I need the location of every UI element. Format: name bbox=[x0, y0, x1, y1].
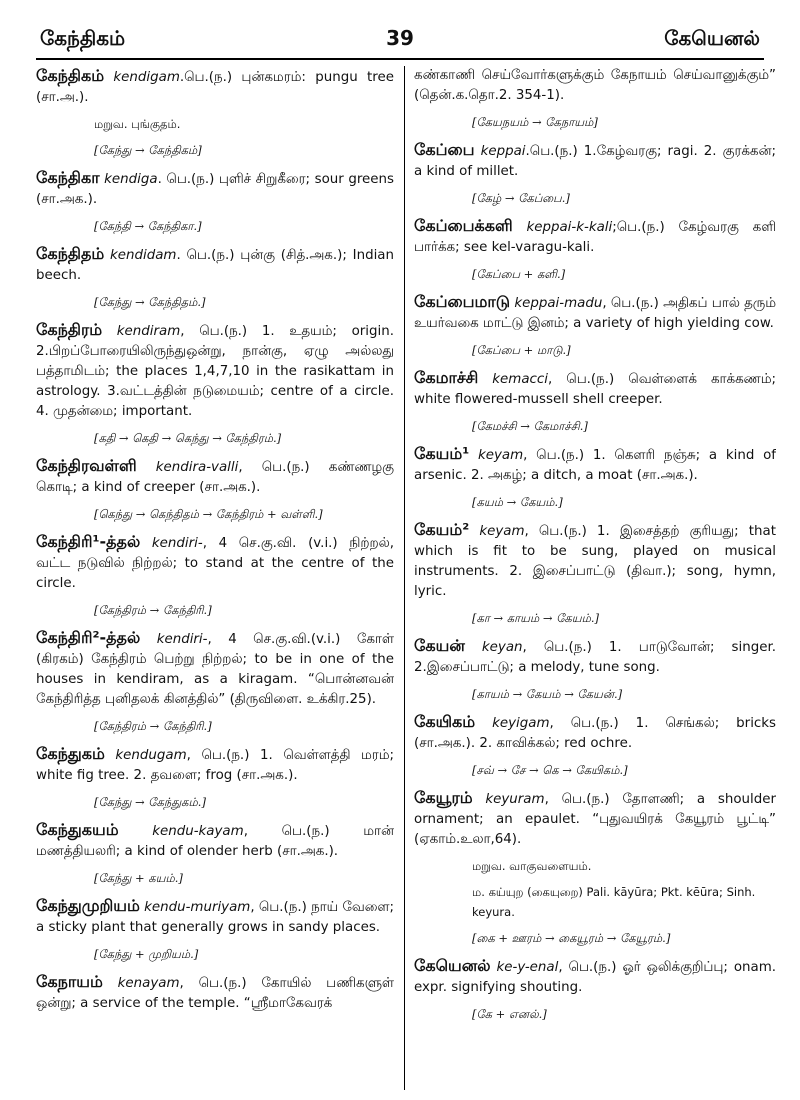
entry-transliteration: kendiri- bbox=[151, 536, 203, 551]
entry-transliteration: ke-y-enal bbox=[496, 960, 559, 975]
entry-headword: கேந்துமுறியம் bbox=[36, 896, 140, 915]
dictionary-entry bbox=[414, 292, 776, 360]
dictionary-entry bbox=[36, 244, 394, 312]
entry-headword: கேந்திகா bbox=[36, 168, 100, 187]
entry-etymology: [கேமச்சி → கேமாச்சி.] bbox=[472, 419, 588, 433]
entry-headword: கேயிகம் bbox=[414, 712, 476, 731]
page-header bbox=[40, 26, 760, 52]
entry-cognates: ம. கய்யுற (கையுறை) Pali. kāyūra; Pkt. kēūra; Sinh. keyura. bbox=[472, 885, 756, 919]
entry-transliteration: kenayam bbox=[117, 976, 180, 991]
entry-transliteration: kendidam bbox=[110, 248, 177, 263]
entry-definition: , பெ.(ந.) கோயில் பணிகளுள் ஒன்று; a service of the temple. “ஸ்ரீமாகேவரக் bbox=[36, 976, 394, 1011]
entry-headword: கேப்பைமாடு bbox=[414, 292, 511, 311]
entry-transliteration: kendu-kayam bbox=[152, 824, 244, 839]
entry-etymology: [கே + எனல்.] bbox=[472, 1007, 547, 1021]
dictionary-entry bbox=[36, 532, 394, 620]
entry-headword: கேந்திரி²-த்தல் bbox=[36, 628, 141, 647]
entry-headword: கேந்துகம் bbox=[36, 744, 105, 763]
header-rule bbox=[36, 58, 764, 60]
entry-continuation: கண்காணி செய்வோர்களுக்கும் கேநாயம் செய்வானுக்கும்” (தென்.க.தொ.2. 354-1). bbox=[414, 68, 776, 103]
entry-definition: .பெ.(ந.) 1.கேழ்வரகு; ragi. 2. குரக்கன்; a kind of millet. bbox=[414, 144, 776, 179]
entry-etymology: [கெந்து → கெந்திதம் → கேந்திரம் + வள்ளி.] bbox=[94, 507, 323, 521]
entry-transliteration: kendigam bbox=[113, 70, 180, 85]
entry-definition: , பெ.(ந.) 1. இசைத்தற் குரியது; that which is fit to be sung, played on musical instruments. 2. இசைப்பாட்டு (திவா.); song, hymn, lyric. bbox=[414, 524, 776, 599]
entry-transliteration: kendiga bbox=[104, 172, 158, 187]
entry-definition: , பெ.(ந.) ஓர் ஒலிக்குறிப்பு; onam. expr. signifying shouting. bbox=[414, 960, 776, 995]
entry-etymology: [கேயநயம் → கேநாயம்] bbox=[472, 115, 598, 129]
entry-transliteration: keyam bbox=[477, 448, 524, 463]
dictionary-entry bbox=[414, 788, 776, 948]
entry-transliteration: kemacci bbox=[492, 372, 548, 387]
entry-headword: கேயூரம் bbox=[414, 788, 473, 807]
entry-etymology: [கை + ஊரம் → கையூரம் → கேயூரம்.] bbox=[472, 931, 671, 945]
entry-headword: கேநாயம் bbox=[36, 972, 103, 991]
entry-synonym: மறுவ. புங்குதம். bbox=[94, 117, 181, 131]
entry-definition: , பெ.(ந.) 1. வெள்ளத்தி மரம்; white fig tree. 2. தவளை; frog (சா.அக.). bbox=[36, 748, 394, 783]
dictionary-entry bbox=[414, 444, 776, 512]
entry-etymology: [கேந்தி → கேந்திகா.] bbox=[94, 219, 202, 233]
entry-etymology: [சவ் → சே → கெ → கேயிகம்.] bbox=[472, 763, 628, 777]
dictionary-entry bbox=[36, 66, 394, 160]
entry-transliteration: keppai-madu bbox=[514, 296, 603, 311]
entry-definition: , பெ.(ந.) கண்ணழகு கொடி; a kind of creeper (சா.அக.). bbox=[36, 460, 394, 495]
dictionary-entry bbox=[36, 744, 394, 812]
entry-etymology: [கயம் → கேயம்.] bbox=[472, 495, 563, 509]
entry-transliteration: kendugam bbox=[115, 748, 187, 763]
dictionary-entry bbox=[36, 456, 394, 524]
dictionary-entry bbox=[36, 320, 394, 448]
column-divider bbox=[404, 66, 405, 1090]
entry-headword: கேப்பைக்களி bbox=[414, 216, 513, 235]
entry-etymology: [கேப்பை + மாடு.] bbox=[472, 343, 571, 357]
entry-transliteration: kendira-valli bbox=[155, 460, 239, 475]
entry-etymology: [கேழ் → கேப்பை.] bbox=[472, 191, 570, 205]
entry-etymology: [கேந்திரம் → கேந்திரி.] bbox=[94, 719, 212, 733]
entry-headword: கேயெனல் bbox=[414, 956, 491, 975]
entry-definition: , பெ.(ந.) மான் மணத்தியலரி; a kind of olender herb (சா.அக.). bbox=[36, 824, 394, 859]
entry-transliteration: kendiri- bbox=[156, 632, 208, 647]
dictionary-entry bbox=[414, 368, 776, 436]
dictionary-entry bbox=[414, 520, 776, 628]
entry-transliteration: keppai-k-kali bbox=[526, 220, 613, 235]
entry-headword: கேந்திதம் bbox=[36, 244, 105, 263]
entry-transliteration: keyam bbox=[479, 524, 525, 539]
entry-definition: , பெ.(ந.) 1. செங்கல்; bricks (சா.அக.). 2. காவிக்கல்; red ochre. bbox=[414, 716, 776, 751]
entry-definition: . பெ.(ந.) புளிச் சிறுகீரை; sour greens (சா.அக.). bbox=[36, 172, 394, 207]
entry-headword: கேயம்² bbox=[414, 520, 470, 539]
entry-etymology: [காயம் → கேயம் → கேயன்.] bbox=[472, 687, 623, 701]
entry-etymology: [கேந்திரம் → கேந்திரி.] bbox=[94, 603, 212, 617]
entry-transliteration: keppai bbox=[480, 144, 526, 159]
page-number: 39 bbox=[386, 26, 414, 50]
dictionary-entry bbox=[414, 216, 776, 284]
entry-definition: ;பெ.(ந.) கேழ்வரகு களி பார்க்க; see kel-varagu-kali. bbox=[414, 220, 776, 255]
entry-definition: , பெ.(ந.) வெள்ளைக் காக்கணம்; white flowered-mussell shell creeper. bbox=[414, 372, 776, 407]
entry-headword: கேந்திகம் bbox=[36, 66, 105, 85]
entry-definition: , 4 செ.கு.வி. (v.i.) நிற்றல், வட்ட நடுவில் நிற்றல்; to stand at the centre of the circle. bbox=[36, 536, 394, 591]
entry-etymology: [கேப்பை + களி.] bbox=[472, 267, 566, 281]
right-column bbox=[414, 66, 776, 1032]
entry-headword: கேயன் bbox=[414, 636, 465, 655]
dictionary-entry bbox=[414, 712, 776, 780]
entry-etymology: [கேந்து + முறியம்.] bbox=[94, 947, 199, 961]
entry-etymology: [கேந்து → கேந்திதம்.] bbox=[94, 295, 206, 309]
entry-definition: , பெ.(ந.) 1. உதயம்; origin. 2.பிறப்போரையிலிருந்துஒன்று, நான்கு, ஏழு அல்லது பத்தாமிடம்; the places 1,4,7,10 in the rasikattam in astrology. 3.வட்டத்தின் நடுமையம்; centre of a circle. 4. முதன்மை; important. bbox=[36, 324, 394, 419]
entry-transliteration: kendiram bbox=[116, 324, 181, 339]
entry-etymology: [கேந்து → கேந்திகம்] bbox=[94, 143, 202, 157]
header-left-guide-word: கேந்திகம் bbox=[40, 26, 126, 50]
entry-definition: , பெ.(ந.) தோளணி; a shoulder ornament; an epaulet. “புதுவயிரக் கேயூரம் பூட்டி” (ஏகாம்.உலா,64). bbox=[414, 792, 776, 847]
entry-transliteration: kendu-muriyam bbox=[144, 900, 251, 915]
entry-headword: கேந்துகயம் bbox=[36, 820, 119, 839]
dictionary-entry bbox=[36, 820, 394, 888]
entry-definition: , பெ.(ந.) நாய் வேளை; a sticky plant that generally grows in sandy places. bbox=[36, 900, 394, 935]
entry-etymology: [கதி → கெதி → கெந்து → கேந்திரம்.] bbox=[94, 431, 282, 445]
dictionary-entry bbox=[36, 628, 394, 736]
entry-definition: , 4 செ.கு.வி.(v.i.) கோள் (கிரகம்) கேந்திரம் பெற்று நிற்றல்; to be in one of the houses in kendiram, as a kiragam. “பொன்னவன் கேந்திரித்த புனிதலக் கினத்தில்” (திருவிளை. உக்கிர.25). bbox=[36, 632, 394, 707]
entry-definition: , பெ.(ந.) 1. கௌரி நஞ்சு; a kind of arsenic. 2. அகழ்; a ditch, a moat (சா.அக.). bbox=[414, 448, 776, 483]
entry-headword: கேப்பை bbox=[414, 140, 475, 159]
entry-etymology: [கேந்து + கயம்.] bbox=[94, 871, 183, 885]
entry-synonym: மறுவ. வாகுவளையம். bbox=[472, 859, 592, 873]
entry-headword: கேமாச்சி bbox=[414, 368, 479, 387]
entry-definition: , பெ.(ந.) 1. பாடுவோன்; singer. 2.இசைப்பாட்டு; a melody, tune song. bbox=[414, 640, 776, 675]
entry-headword: கேந்திரம் bbox=[36, 320, 103, 339]
entry-headword: கேந்திரி¹-த்தல் bbox=[36, 532, 141, 551]
dictionary-entry bbox=[36, 168, 394, 236]
entry-definition: . பெ.(ந.) புன்கு (சித்.அக.); Indian beech. bbox=[36, 248, 394, 283]
entry-definition: , பெ.(ந.) அதிகப் பால் தரும் உயர்வகை மாட்டு இனம்; a variety of high yielding cow. bbox=[414, 296, 776, 331]
dictionary-entry bbox=[414, 140, 776, 208]
entry-transliteration: keyuram bbox=[485, 792, 545, 807]
dictionary-entry bbox=[36, 896, 394, 964]
dictionary-entry bbox=[414, 956, 776, 1024]
entry-headword: கேந்திரவள்ளி bbox=[36, 456, 137, 475]
entry-transliteration: keyan bbox=[481, 640, 523, 655]
entry-headword: கேயம்¹ bbox=[414, 444, 470, 463]
entry-etymology: [கேந்து → கேந்துகம்.] bbox=[94, 795, 206, 809]
left-column bbox=[36, 66, 394, 1020]
entry-etymology: [கா → காயம் → கேயம்.] bbox=[472, 611, 599, 625]
dictionary-entry bbox=[36, 972, 394, 1014]
header-right-guide-word: கேயெனல் bbox=[664, 26, 760, 50]
dictionary-entry bbox=[414, 636, 776, 704]
entry-transliteration: keyigam bbox=[492, 716, 550, 731]
entry-definition: .பெ.(ந.) புன்கமரம்: pungu tree (சா.அ.). bbox=[36, 70, 394, 105]
